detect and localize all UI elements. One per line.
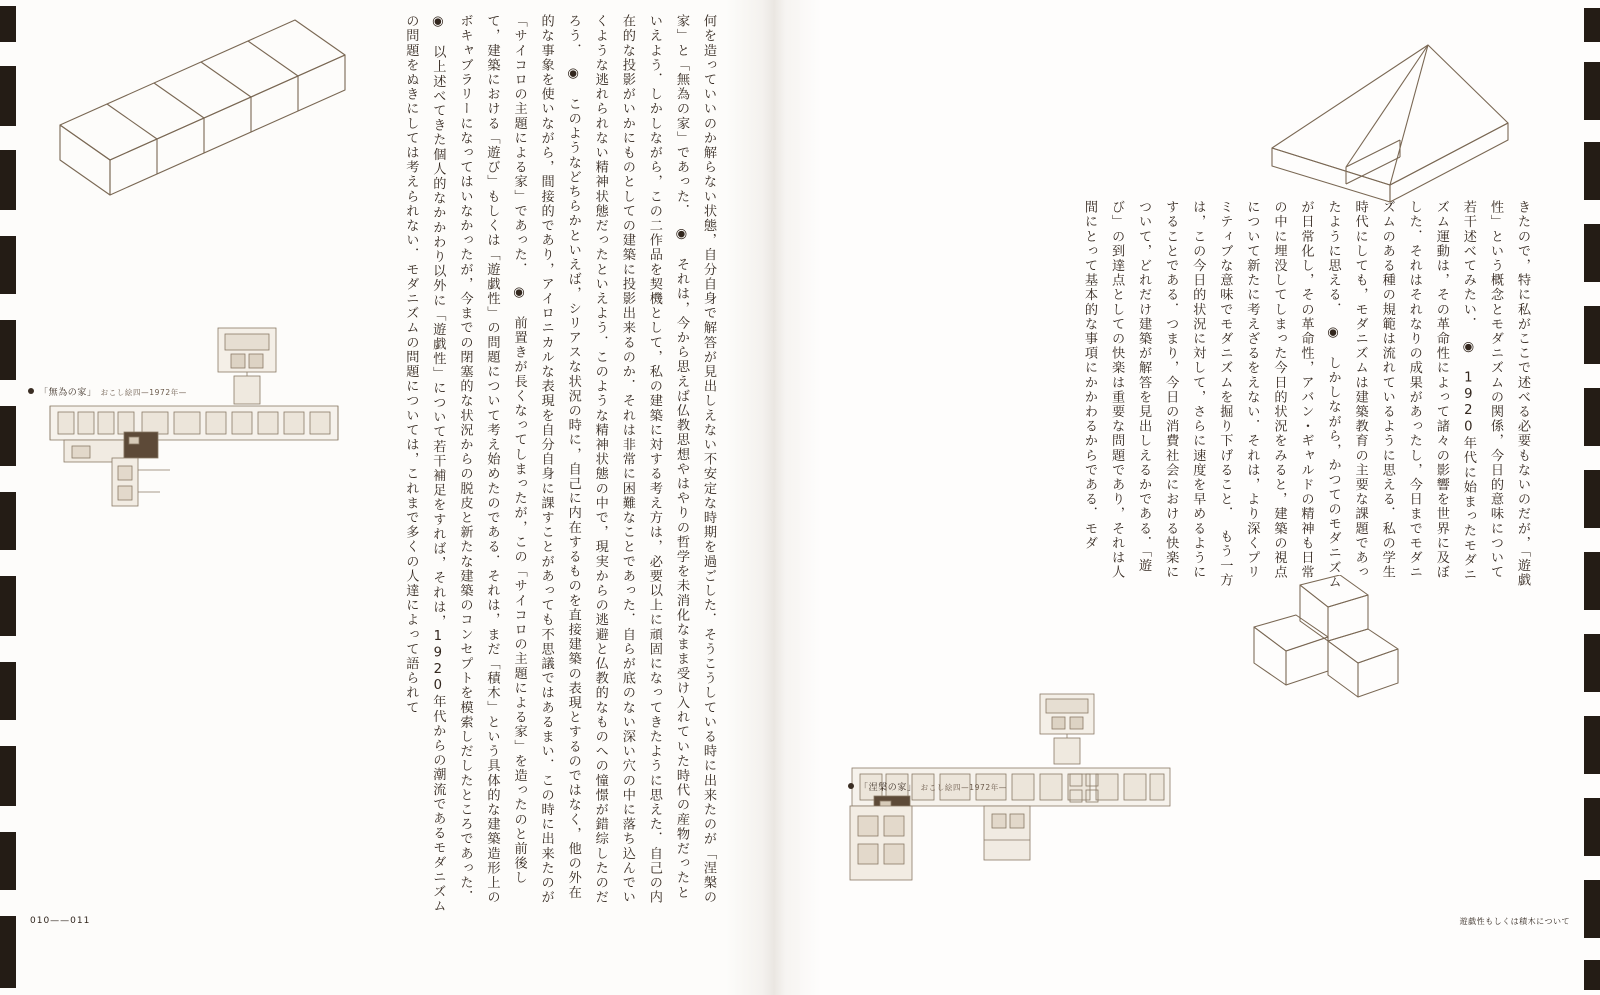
caption-label: 「涅槃の家」	[859, 783, 917, 793]
caption-bullet-icon	[28, 388, 34, 394]
caption-label: 「無為の家」	[39, 388, 97, 398]
axonometric-wedge-volume-figure	[1250, 20, 1550, 220]
running-footer: 遊戯性もしくは積木について	[1459, 917, 1570, 926]
caption-sub: おこし絵四—1972年—	[920, 783, 1007, 792]
figure-caption-nehan	[848, 780, 1007, 793]
axonometric-stacked-cubes-figure	[1240, 575, 1420, 715]
left-page-body-text: 何を造っていいのか解らない状態，自分自身で解答が見出しえない不安定な時期を過ごした．そうこうしている時に出来たのが「涅槃の家」と「無為の家」であった． ◉ それは，今から思えば仏教思想やはやりの哲学を未消化なまま受け入れていた時代の産物だったといえよう．しかしながら，この二作品を契機として，私の建築に対する考え方は，必要以上に頑固になってきたように思えた．自己の内在的な投影がいかにものとしての建築に投影出来るのか．それは非常に困難なことであった．自らが底のない深い穴の中に落ち込んでいくような逃れられない精神状態だったといえよう．このような精神状態の中で，現実からの逃避と仏教的なものへの憧憬が錯综したのだろう． ◉ このようなどちらかといえば，シリアスな状況の時に，自己に内在するものを直接建築の表現とするのではなく，他の外在的な事象を使いながら，間接的であり，アイロニカルな表現を自分自身に課すことがあっても不思議ではあるまい．この時に出来たのが「サイコロの主題による家」であった． ◉ 前置きが長くなってしまったが，この「サイコロの主題による家」を造ったのと前後して，建築における「遊び」もしくは「遊戯性」の問題について考え始めたのである．それは，まだ「積木」という具体的な建築造形上のボキャブラリーになってはいなかったが，今までの閉塞的な状況からの脱皮と新たな建築のコンセプトを模索しだしたところであった． ◉ 以上述べてきた個人的なかかわり以外に「遊戯性」について若干補足をすれば，それは，1920年代からの潮流であるモダニズムの問題をぬきにしては考えられない．モダニズムの問題については，これまで多くの人達によって語られて	[403, 14, 716, 914]
register-marks-right	[1584, 0, 1600, 995]
register-marks-left	[0, 0, 16, 995]
floor-plan-nehan-figure	[840, 690, 1190, 910]
right-page-body-text: きたので，特に私がここで述べる必要もないのだが，「遊戯性」という概念とモダニズムの関係，今日的意味について若干述べてみたい． ◉ 1920年代に始まったモダニズム運動は，その革命性によって諸々の影響を世界に及ぼした．それはそれなりの成果があったし，今日までモダニズムのある種の規範は流れているように思える．私の学生時代にしても，モダニズムは建築教育の主要な課題であったように思える． ◉ しかしながら，かつてのモダニズムが日常化し，その革命性，アバン・ギャルドの精神も日常の中に埋没してしまった今日的状況をみると，建築の視点について新たに考えざるをえない．それは，より深くプリミティブな意味でモダニズムを掘り下げること． もう一方は，この今日的状況に対して，さらに速度を早めるようにすることである．つまり，今日の消費社会における快楽について，どれだけ建築が解答を見出しえるかである．「遊び」の到達点としての快楽は重要な問題であり，それは人間にとって基本的な事項にかかわるからである．モダ	[1082, 200, 1530, 590]
caption-bullet-icon	[848, 783, 854, 789]
caption-sub: おこし絵四—1972年—	[100, 388, 187, 397]
folio-number: 010——011	[30, 916, 91, 926]
